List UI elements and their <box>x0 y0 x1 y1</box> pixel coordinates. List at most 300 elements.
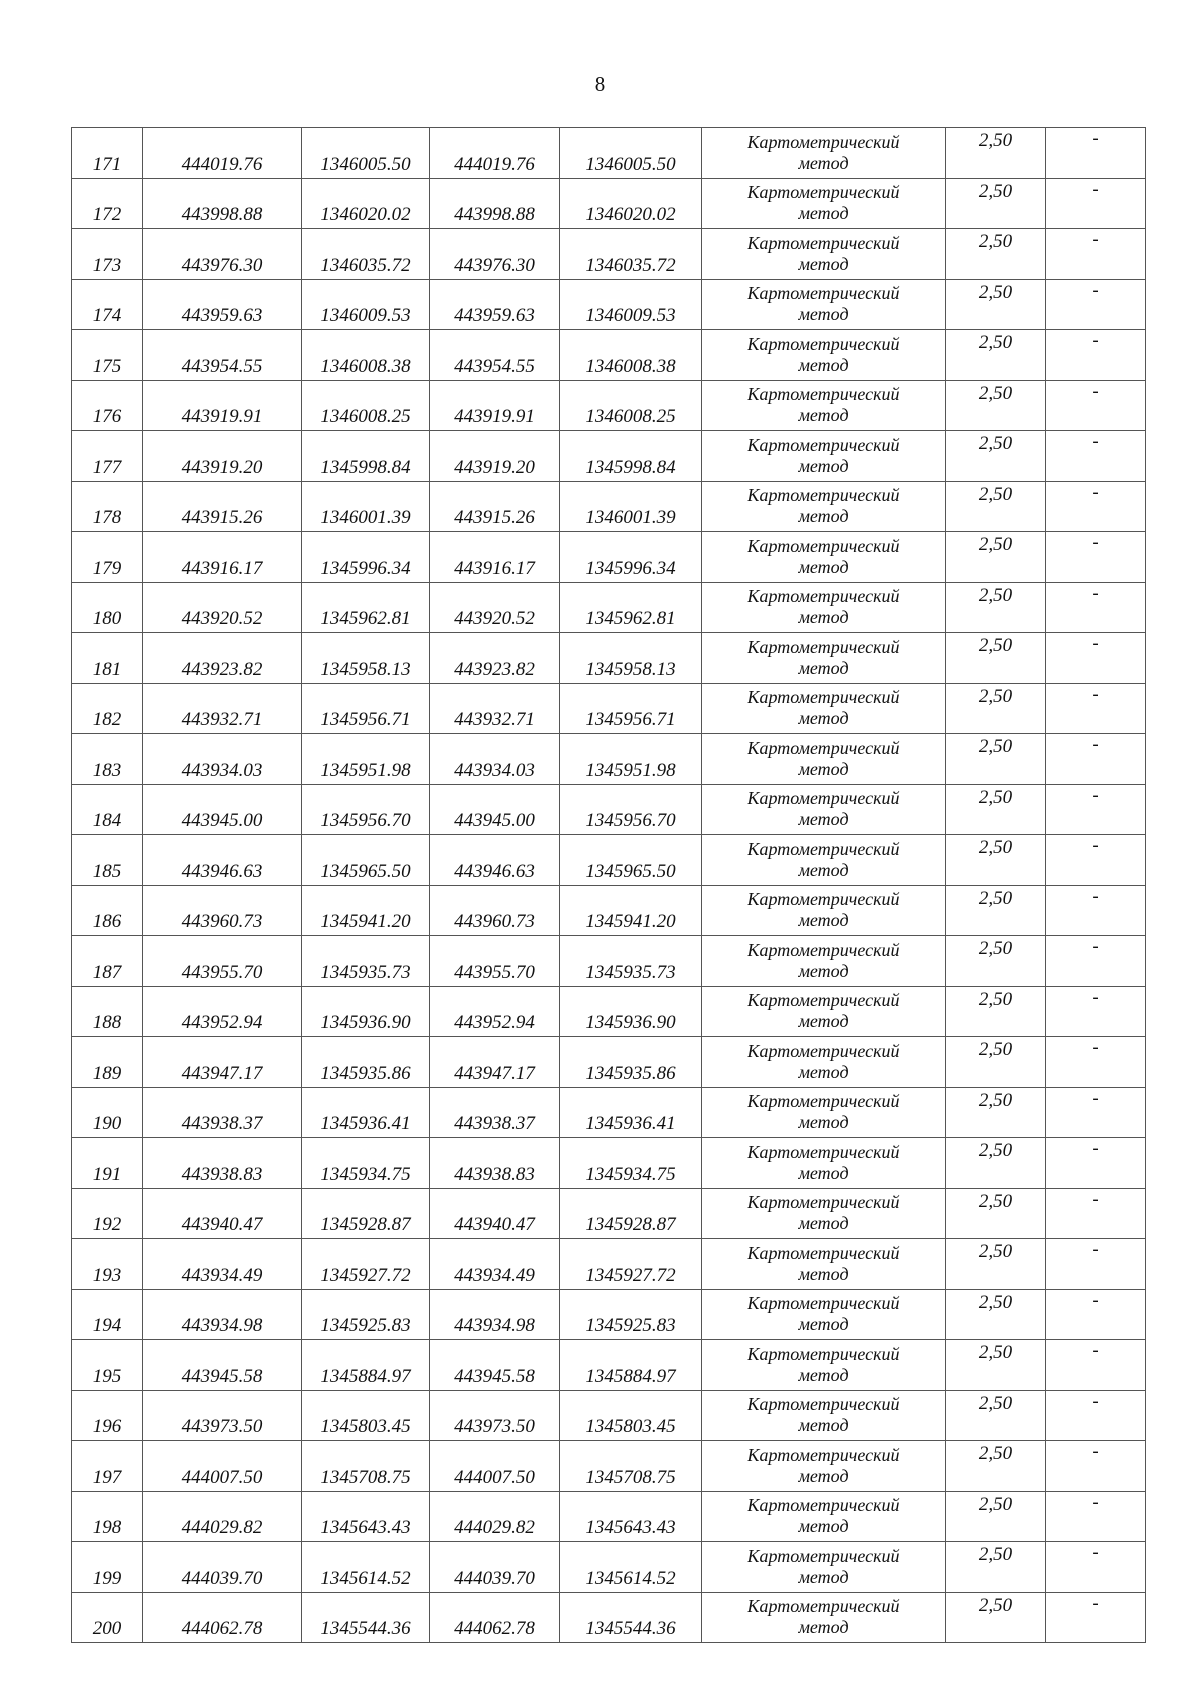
note: - <box>1046 481 1146 532</box>
existing-x: 443940.47 <box>143 1188 302 1239</box>
method-line1: Картометрический <box>747 788 900 809</box>
existing-y: 1345708.75 <box>302 1441 430 1492</box>
method-cell <box>702 1239 946 1290</box>
note: - <box>1046 1340 1146 1391</box>
method-line2: метод <box>798 1364 849 1385</box>
table-row <box>72 178 1146 229</box>
method-line2: метод <box>798 152 849 173</box>
existing-x: 443976.30 <box>143 229 302 280</box>
note: - <box>1046 431 1146 482</box>
note: - <box>1046 1592 1146 1643</box>
existing-x: 444019.76 <box>143 128 302 179</box>
note: - <box>1046 885 1146 936</box>
method-line1: Картометрический <box>747 535 900 556</box>
new-x: 443947.17 <box>430 1037 560 1088</box>
new-x: 443973.50 <box>430 1390 560 1441</box>
new-y: 1345941.20 <box>560 885 702 936</box>
method-cell <box>702 178 946 229</box>
table-row <box>72 885 1146 936</box>
new-y: 1346008.38 <box>560 330 702 381</box>
new-y: 1345928.87 <box>560 1188 702 1239</box>
accuracy: 2,50 <box>946 380 1046 431</box>
point-number: 193 <box>72 1239 143 1290</box>
note: - <box>1046 1441 1146 1492</box>
method-cell <box>702 1289 946 1340</box>
accuracy: 2,50 <box>946 885 1046 936</box>
coordinates-table <box>71 127 1146 1643</box>
method-line1: Картометрический <box>747 1141 900 1162</box>
note: - <box>1046 178 1146 229</box>
note: - <box>1046 1188 1146 1239</box>
method-cell <box>702 380 946 431</box>
existing-y: 1345544.36 <box>302 1592 430 1643</box>
new-y: 1346009.53 <box>560 279 702 330</box>
new-x: 443954.55 <box>430 330 560 381</box>
accuracy: 2,50 <box>946 1087 1046 1138</box>
method-line1: Картометрический <box>747 232 900 253</box>
table-row <box>72 633 1146 684</box>
method-cell <box>702 128 946 179</box>
accuracy: 2,50 <box>946 1138 1046 1189</box>
method-line2: метод <box>798 304 849 325</box>
method-line1: Картометрический <box>747 1596 900 1617</box>
point-number: 185 <box>72 835 143 886</box>
new-x: 443952.94 <box>430 986 560 1037</box>
point-number: 194 <box>72 1289 143 1340</box>
point-number: 177 <box>72 431 143 482</box>
point-number: 195 <box>72 1340 143 1391</box>
accuracy: 2,50 <box>946 1542 1046 1593</box>
table-row <box>72 784 1146 835</box>
point-number: 189 <box>72 1037 143 1088</box>
new-y: 1346035.72 <box>560 229 702 280</box>
note: - <box>1046 1138 1146 1189</box>
note: - <box>1046 582 1146 633</box>
existing-x: 443920.52 <box>143 582 302 633</box>
method-line2: метод <box>798 607 849 628</box>
method-line1: Картометрический <box>747 1495 900 1516</box>
existing-y: 1345614.52 <box>302 1542 430 1593</box>
method-line1: Картометрический <box>747 485 900 506</box>
table-row <box>72 1340 1146 1391</box>
table-row <box>72 1441 1146 1492</box>
new-x: 443915.26 <box>430 481 560 532</box>
existing-y: 1345936.90 <box>302 986 430 1037</box>
existing-x: 443959.63 <box>143 279 302 330</box>
existing-y: 1345928.87 <box>302 1188 430 1239</box>
point-number: 186 <box>72 885 143 936</box>
new-y: 1345925.83 <box>560 1289 702 1340</box>
table-row <box>72 835 1146 886</box>
new-x: 443923.82 <box>430 633 560 684</box>
accuracy: 2,50 <box>946 1390 1046 1441</box>
existing-y: 1345934.75 <box>302 1138 430 1189</box>
page-number: 8 <box>594 72 606 96</box>
existing-x: 443916.17 <box>143 532 302 583</box>
new-y: 1345958.13 <box>560 633 702 684</box>
accuracy: 2,50 <box>946 330 1046 381</box>
new-x: 443946.63 <box>430 835 560 886</box>
existing-y: 1346008.25 <box>302 380 430 431</box>
method-line2: метод <box>798 556 849 577</box>
table-row <box>72 1087 1146 1138</box>
new-y: 1345643.43 <box>560 1491 702 1542</box>
table-row <box>72 1239 1146 1290</box>
method-cell <box>702 1390 946 1441</box>
new-x: 444007.50 <box>430 1441 560 1492</box>
existing-y: 1346001.39 <box>302 481 430 532</box>
point-number: 174 <box>72 279 143 330</box>
method-cell <box>702 1037 946 1088</box>
note: - <box>1046 330 1146 381</box>
method-line1: Картометрический <box>747 586 900 607</box>
table-row <box>72 380 1146 431</box>
new-y: 1345998.84 <box>560 431 702 482</box>
point-number: 175 <box>72 330 143 381</box>
method-line1: Картометрический <box>747 1545 900 1566</box>
new-x: 443940.47 <box>430 1188 560 1239</box>
method-line2: метод <box>798 1314 849 1335</box>
method-line1: Картометрический <box>747 687 900 708</box>
accuracy: 2,50 <box>946 784 1046 835</box>
method-line2: метод <box>798 1112 849 1133</box>
note: - <box>1046 532 1146 583</box>
method-line1: Картометрический <box>747 990 900 1011</box>
method-cell <box>702 986 946 1037</box>
existing-x: 443938.37 <box>143 1087 302 1138</box>
existing-x: 443945.58 <box>143 1340 302 1391</box>
method-line1: Картометрический <box>747 838 900 859</box>
note: - <box>1046 128 1146 179</box>
method-line2: метод <box>798 708 849 729</box>
accuracy: 2,50 <box>946 835 1046 886</box>
point-number: 196 <box>72 1390 143 1441</box>
method-cell <box>702 481 946 532</box>
accuracy: 2,50 <box>946 128 1046 179</box>
new-x: 443945.00 <box>430 784 560 835</box>
new-y: 1345934.75 <box>560 1138 702 1189</box>
existing-x: 443955.70 <box>143 936 302 987</box>
method-cell <box>702 885 946 936</box>
method-cell <box>702 1087 946 1138</box>
existing-x: 443934.98 <box>143 1289 302 1340</box>
method-line2: метод <box>798 1415 849 1436</box>
method-line1: Картометрический <box>747 1091 900 1112</box>
existing-x: 443923.82 <box>143 633 302 684</box>
table-row <box>72 1592 1146 1643</box>
existing-x: 444029.82 <box>143 1491 302 1542</box>
accuracy: 2,50 <box>946 1239 1046 1290</box>
point-number: 173 <box>72 229 143 280</box>
new-x: 443920.52 <box>430 582 560 633</box>
new-x: 443960.73 <box>430 885 560 936</box>
method-line2: метод <box>798 1162 849 1183</box>
point-number: 198 <box>72 1491 143 1542</box>
note: - <box>1046 1390 1146 1441</box>
existing-y: 1345962.81 <box>302 582 430 633</box>
existing-y: 1345803.45 <box>302 1390 430 1441</box>
existing-y: 1345965.50 <box>302 835 430 886</box>
new-y: 1345544.36 <box>560 1592 702 1643</box>
note: - <box>1046 380 1146 431</box>
table-row <box>72 1542 1146 1593</box>
method-cell <box>702 1340 946 1391</box>
new-x: 443938.37 <box>430 1087 560 1138</box>
new-y: 1346008.25 <box>560 380 702 431</box>
note: - <box>1046 784 1146 835</box>
accuracy: 2,50 <box>946 582 1046 633</box>
point-number: 182 <box>72 683 143 734</box>
existing-y: 1346005.50 <box>302 128 430 179</box>
note: - <box>1046 1542 1146 1593</box>
method-line2: метод <box>798 758 849 779</box>
existing-x: 444039.70 <box>143 1542 302 1593</box>
note: - <box>1046 279 1146 330</box>
existing-x: 443947.17 <box>143 1037 302 1088</box>
point-number: 200 <box>72 1592 143 1643</box>
accuracy: 2,50 <box>946 633 1046 684</box>
new-y: 1345936.90 <box>560 986 702 1037</box>
note: - <box>1046 734 1146 785</box>
accuracy: 2,50 <box>946 532 1046 583</box>
method-line1: Картометрический <box>747 384 900 405</box>
point-number: 191 <box>72 1138 143 1189</box>
existing-x: 443954.55 <box>143 330 302 381</box>
new-x: 443976.30 <box>430 229 560 280</box>
note: - <box>1046 1087 1146 1138</box>
existing-y: 1345925.83 <box>302 1289 430 1340</box>
point-number: 183 <box>72 734 143 785</box>
existing-x: 443919.91 <box>143 380 302 431</box>
method-line1: Картометрический <box>747 1444 900 1465</box>
existing-y: 1346020.02 <box>302 178 430 229</box>
existing-x: 444062.78 <box>143 1592 302 1643</box>
new-x: 443934.98 <box>430 1289 560 1340</box>
new-x: 443959.63 <box>430 279 560 330</box>
existing-x: 443998.88 <box>143 178 302 229</box>
method-line2: метод <box>798 1566 849 1587</box>
method-cell <box>702 279 946 330</box>
point-number: 171 <box>72 128 143 179</box>
new-x: 443934.03 <box>430 734 560 785</box>
accuracy: 2,50 <box>946 481 1046 532</box>
point-number: 180 <box>72 582 143 633</box>
note: - <box>1046 1037 1146 1088</box>
new-y: 1345951.98 <box>560 734 702 785</box>
accuracy: 2,50 <box>946 1340 1046 1391</box>
method-line1: Картометрический <box>747 1293 900 1314</box>
new-x: 443932.71 <box>430 683 560 734</box>
method-line2: метод <box>798 960 849 981</box>
point-number: 178 <box>72 481 143 532</box>
method-line1: Картометрический <box>747 283 900 304</box>
new-y: 1345708.75 <box>560 1441 702 1492</box>
table-row <box>72 1037 1146 1088</box>
method-cell <box>702 835 946 886</box>
existing-y: 1345996.34 <box>302 532 430 583</box>
new-x: 444039.70 <box>430 1542 560 1593</box>
existing-x: 443938.83 <box>143 1138 302 1189</box>
note: - <box>1046 1289 1146 1340</box>
method-line2: метод <box>798 405 849 426</box>
new-x: 444019.76 <box>430 128 560 179</box>
method-cell <box>702 1592 946 1643</box>
accuracy: 2,50 <box>946 178 1046 229</box>
new-y: 1346001.39 <box>560 481 702 532</box>
method-line1: Картометрический <box>747 889 900 910</box>
existing-y: 1345951.98 <box>302 734 430 785</box>
accuracy: 2,50 <box>946 1037 1046 1088</box>
method-cell <box>702 431 946 482</box>
point-number: 179 <box>72 532 143 583</box>
accuracy: 2,50 <box>946 1441 1046 1492</box>
method-cell <box>702 330 946 381</box>
new-x: 444029.82 <box>430 1491 560 1542</box>
existing-y: 1346008.38 <box>302 330 430 381</box>
method-line2: метод <box>798 910 849 931</box>
method-cell <box>702 1188 946 1239</box>
method-cell <box>702 582 946 633</box>
accuracy: 2,50 <box>946 229 1046 280</box>
new-y: 1345927.72 <box>560 1239 702 1290</box>
existing-x: 443946.63 <box>143 835 302 886</box>
point-number: 199 <box>72 1542 143 1593</box>
table-row <box>72 330 1146 381</box>
new-y: 1345614.52 <box>560 1542 702 1593</box>
existing-y: 1345956.70 <box>302 784 430 835</box>
new-y: 1345935.86 <box>560 1037 702 1088</box>
method-line2: метод <box>798 809 849 830</box>
new-x: 443945.58 <box>430 1340 560 1391</box>
method-line1: Картометрический <box>747 1343 900 1364</box>
note: - <box>1046 1239 1146 1290</box>
method-line1: Картометрический <box>747 1394 900 1415</box>
note: - <box>1046 986 1146 1037</box>
table-row <box>72 734 1146 785</box>
method-line2: метод <box>798 354 849 375</box>
point-number: 192 <box>72 1188 143 1239</box>
table-row <box>72 986 1146 1037</box>
existing-y: 1346035.72 <box>302 229 430 280</box>
new-y: 1345956.70 <box>560 784 702 835</box>
method-line1: Картометрический <box>747 1192 900 1213</box>
method-line1: Картометрический <box>747 131 900 152</box>
point-number: 188 <box>72 986 143 1037</box>
method-cell <box>702 229 946 280</box>
existing-y: 1346009.53 <box>302 279 430 330</box>
table-row <box>72 128 1146 179</box>
existing-y: 1345884.97 <box>302 1340 430 1391</box>
table-row <box>72 1188 1146 1239</box>
method-cell <box>702 1542 946 1593</box>
point-number: 187 <box>72 936 143 987</box>
table-row <box>72 1491 1146 1542</box>
method-line1: Картометрический <box>747 1242 900 1263</box>
accuracy: 2,50 <box>946 734 1046 785</box>
method-line1: Картометрический <box>747 737 900 758</box>
new-x: 444062.78 <box>430 1592 560 1643</box>
existing-y: 1345956.71 <box>302 683 430 734</box>
existing-y: 1345935.73 <box>302 936 430 987</box>
method-cell <box>702 683 946 734</box>
table-body <box>72 128 1146 1643</box>
table-row <box>72 431 1146 482</box>
method-line1: Картометрический <box>747 1040 900 1061</box>
new-y: 1345803.45 <box>560 1390 702 1441</box>
accuracy: 2,50 <box>946 1188 1046 1239</box>
note: - <box>1046 936 1146 987</box>
method-line2: метод <box>798 1011 849 1032</box>
point-number: 181 <box>72 633 143 684</box>
point-number: 176 <box>72 380 143 431</box>
accuracy: 2,50 <box>946 279 1046 330</box>
method-line2: метод <box>798 859 849 880</box>
accuracy: 2,50 <box>946 431 1046 482</box>
new-x: 443916.17 <box>430 532 560 583</box>
existing-y: 1345958.13 <box>302 633 430 684</box>
point-number: 197 <box>72 1441 143 1492</box>
method-line1: Картометрический <box>747 434 900 455</box>
new-x: 443998.88 <box>430 178 560 229</box>
method-line2: метод <box>798 1061 849 1082</box>
method-line1: Картометрический <box>747 636 900 657</box>
existing-y: 1345936.41 <box>302 1087 430 1138</box>
existing-x: 443915.26 <box>143 481 302 532</box>
method-cell <box>702 1441 946 1492</box>
method-line1: Картометрический <box>747 333 900 354</box>
table-row <box>72 1138 1146 1189</box>
table-row <box>72 1390 1146 1441</box>
existing-x: 443934.49 <box>143 1239 302 1290</box>
existing-y: 1345935.86 <box>302 1037 430 1088</box>
point-number: 172 <box>72 178 143 229</box>
new-y: 1345956.71 <box>560 683 702 734</box>
accuracy: 2,50 <box>946 1289 1046 1340</box>
method-line2: метод <box>798 1263 849 1284</box>
method-line1: Картометрический <box>747 182 900 203</box>
new-x: 443955.70 <box>430 936 560 987</box>
note: - <box>1046 835 1146 886</box>
existing-x: 443973.50 <box>143 1390 302 1441</box>
method-line2: метод <box>798 1516 849 1537</box>
existing-y: 1345998.84 <box>302 431 430 482</box>
new-y: 1345965.50 <box>560 835 702 886</box>
table-row <box>72 229 1146 280</box>
method-cell <box>702 633 946 684</box>
accuracy: 2,50 <box>946 986 1046 1037</box>
existing-y: 1345927.72 <box>302 1239 430 1290</box>
method-line1: Картометрический <box>747 939 900 960</box>
method-cell <box>702 784 946 835</box>
existing-x: 443960.73 <box>143 885 302 936</box>
note: - <box>1046 683 1146 734</box>
existing-y: 1345643.43 <box>302 1491 430 1542</box>
method-cell <box>702 936 946 987</box>
existing-x: 443934.03 <box>143 734 302 785</box>
new-y: 1346020.02 <box>560 178 702 229</box>
existing-x: 443932.71 <box>143 683 302 734</box>
method-line2: метод <box>798 253 849 274</box>
note: - <box>1046 1491 1146 1542</box>
method-cell <box>702 532 946 583</box>
new-y: 1345996.34 <box>560 532 702 583</box>
table-row <box>72 279 1146 330</box>
new-x: 443934.49 <box>430 1239 560 1290</box>
method-line2: метод <box>798 203 849 224</box>
accuracy: 2,50 <box>946 1491 1046 1542</box>
note: - <box>1046 229 1146 280</box>
accuracy: 2,50 <box>946 683 1046 734</box>
